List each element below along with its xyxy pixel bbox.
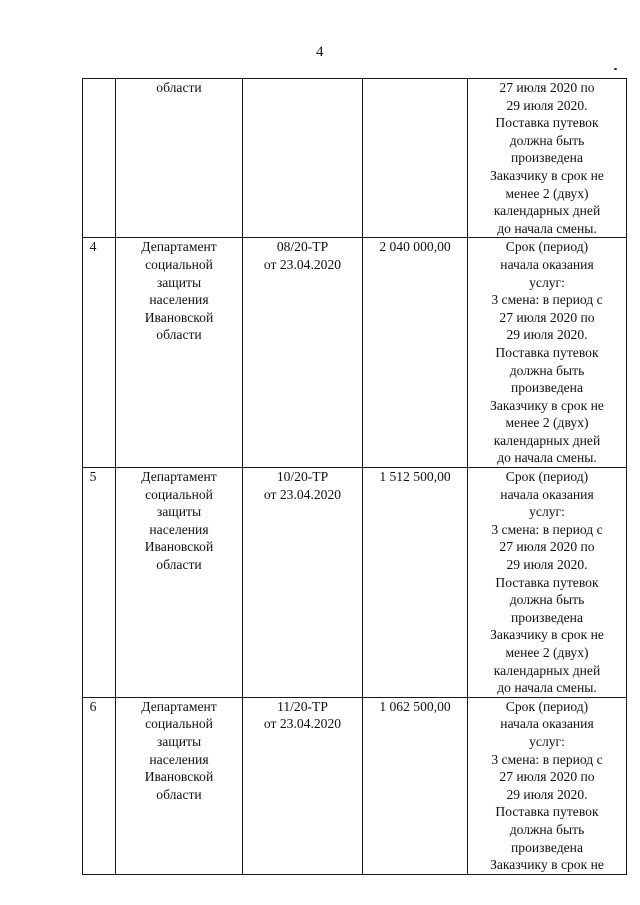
terms-line: менее 2 (двух) (505, 645, 589, 660)
terms-line: начала оказания (500, 256, 594, 272)
terms-line: начала оказания (500, 486, 594, 502)
terms-line: должна быть (509, 592, 585, 608)
org-line: Ивановской (144, 769, 214, 785)
terms-line: Заказчику в срок не (490, 397, 604, 413)
terms-line: Срок (период) (505, 698, 589, 714)
terms-line: Заказчику в срок не (490, 857, 604, 873)
row-number: 6 (89, 698, 97, 714)
org-line: области (156, 786, 202, 802)
contract-date: от 23.04.2020 (263, 486, 342, 502)
contract-date: от 23.04.2020 (263, 716, 342, 732)
org-line: Департамент (141, 698, 217, 714)
terms-line: произведена (511, 609, 583, 625)
terms-line: должна быть (509, 132, 585, 148)
cell-sum (363, 79, 468, 238)
terms-line: до начала смены. (497, 220, 597, 236)
terms-line: 27 июля 2020 по (499, 769, 595, 785)
table-row (83, 697, 627, 874)
terms-line: 29 июля 2020. (506, 786, 588, 802)
org-line: населения (149, 292, 209, 308)
cell-contract (243, 697, 363, 874)
terms-line: 3 смена: в период с (491, 521, 603, 537)
row-number: 5 (89, 469, 97, 485)
terms-line: услуг: (529, 733, 565, 749)
terms-line: Срок (период) (505, 239, 589, 255)
cell-sum (363, 238, 468, 468)
terms-line: Поставка путевок (495, 804, 599, 820)
terms-line: до начала смены. (497, 450, 597, 466)
terms-line: Заказчику в срок не (490, 167, 604, 183)
cell-org (116, 468, 243, 698)
terms-line: произведена (511, 150, 583, 166)
terms-line: произведена (511, 380, 583, 396)
scan-speck (614, 68, 617, 70)
cell-terms (468, 468, 627, 698)
contracts-table (82, 78, 627, 875)
table-row (83, 468, 627, 698)
terms-line: должна быть (509, 821, 585, 837)
terms-line: Поставка путевок (495, 574, 599, 590)
contract-date: от 23.04.2020 (263, 256, 342, 272)
terms-line: менее 2 (двух) (505, 415, 589, 431)
org-line: Департамент (141, 469, 217, 485)
terms-line: начала оказания (500, 716, 594, 732)
org-line: Ивановской (144, 309, 214, 325)
table-row-continued (83, 79, 627, 238)
org-line: Ивановской (144, 539, 214, 555)
cell-org (116, 79, 243, 238)
contract-number: 11/20-ТР (277, 698, 328, 714)
terms-line: 3 смена: в период с (491, 292, 603, 308)
org-line: Департамент (141, 239, 217, 255)
cell-terms (468, 79, 627, 238)
org-line: области (156, 80, 202, 95)
cell-sum (363, 468, 468, 698)
terms-line: календарных дней (493, 662, 601, 678)
org-line: области (156, 557, 202, 573)
contract-number: 10/20-ТР (276, 469, 329, 485)
terms-line: услуг: (529, 504, 565, 520)
table-row (83, 238, 627, 468)
contract-number: 08/20-ТР (276, 239, 329, 255)
terms-line: 29 июля 2020. (506, 327, 588, 343)
org-line: защиты (156, 733, 202, 749)
terms-line: Поставка путевок (495, 344, 599, 360)
row-number: 4 (89, 239, 97, 255)
cell-terms (468, 697, 627, 874)
cell-contract (243, 238, 363, 468)
terms-line: произведена (511, 839, 583, 855)
terms-line: 3 смена: в период с (491, 751, 603, 767)
terms-line: Поставка путевок (495, 115, 599, 131)
cell-org (116, 238, 243, 468)
terms-line: 27 июля 2020 по (499, 539, 595, 555)
org-line: защиты (156, 504, 202, 520)
cell-contract (243, 468, 363, 698)
terms-line: услуг: (529, 274, 565, 290)
terms-line: 27 июля 2020 по (499, 80, 595, 95)
org-line: социальной (145, 486, 213, 502)
org-line: социальной (145, 256, 213, 272)
cell-num (83, 238, 116, 468)
terms-line: 29 июля 2020. (506, 557, 588, 573)
cell-num (83, 468, 116, 698)
terms-line: Заказчику в срок не (490, 627, 604, 643)
cell-num (83, 79, 116, 238)
table-body (83, 79, 627, 875)
sum-value: 1 512 500,00 (379, 469, 451, 485)
terms-line: менее 2 (двух) (505, 185, 589, 201)
org-line: населения (149, 751, 209, 767)
org-line: области (156, 327, 202, 343)
cell-terms (468, 238, 627, 468)
page-number: 4 (316, 44, 324, 60)
terms-line: 29 июля 2020. (506, 97, 588, 113)
org-line: социальной (145, 716, 213, 732)
org-line: населения (149, 521, 209, 537)
terms-line: 27 июля 2020 по (499, 309, 595, 325)
terms-line: Срок (период) (505, 469, 589, 485)
terms-line: должна быть (509, 362, 585, 378)
sum-value: 2 040 000,00 (379, 239, 451, 255)
terms-line: календарных дней (493, 432, 601, 448)
cell-org (116, 697, 243, 874)
terms-line: до начала смены. (497, 680, 597, 696)
cell-sum (363, 697, 468, 874)
sum-value: 1 062 500,00 (379, 698, 451, 714)
cell-contract (243, 79, 363, 238)
terms-line: календарных дней (493, 203, 601, 219)
org-line: защиты (156, 274, 202, 290)
cell-num (83, 697, 116, 874)
